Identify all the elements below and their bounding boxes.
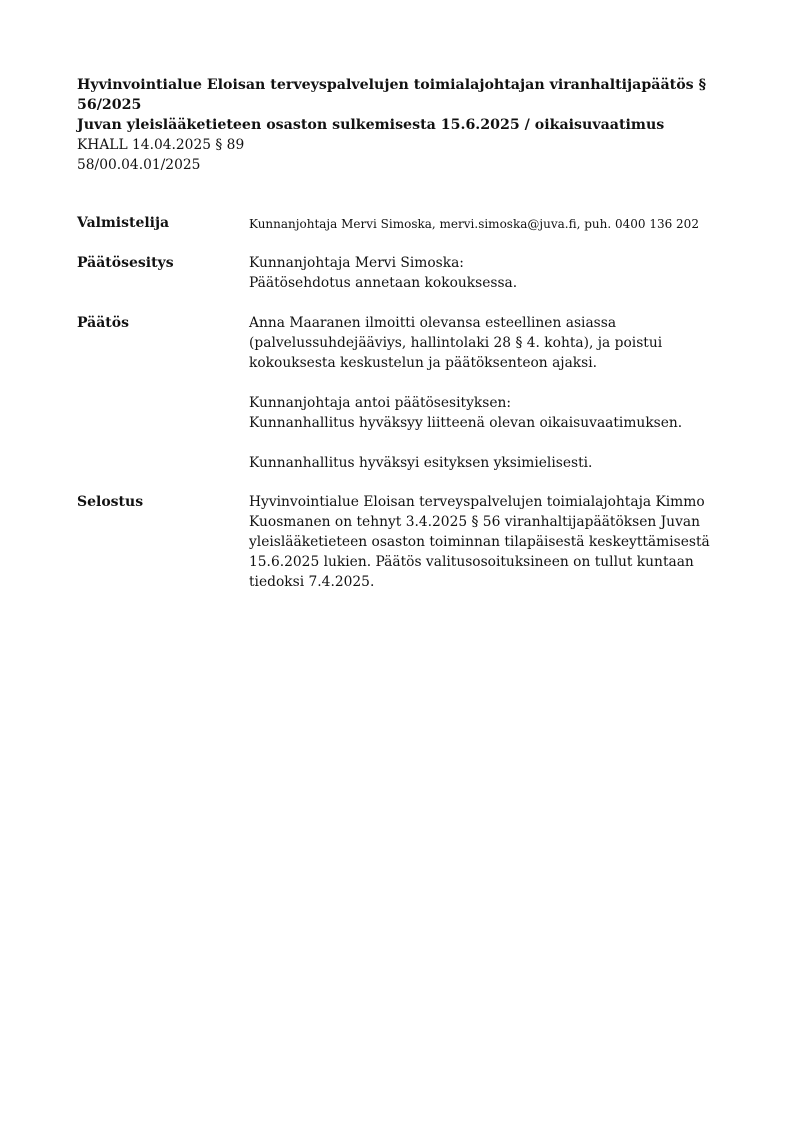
title-line-1: Hyvinvointialue Eloisan terveyspalvelujen toimialajohtajan viranhaltijapäätös § 56/2025 <box>77 77 707 113</box>
selostus-line-4: 15.6.2025 lukien. Päätös valitusosoituksineen on tullut kuntaan <box>249 554 694 570</box>
paragraph-gap <box>249 373 729 393</box>
title-line-2: Juvan yleislääketieteen osaston sulkemisesta 15.6.2025 / oikaisuvaatimus <box>77 117 665 133</box>
selostus-line-2: Kuosmanen on tehnyt 3.4.2025 § 56 viranhaltijapäätöksen Juvan <box>249 514 700 530</box>
paatosesitys-line-1: Kunnanjohtaja Mervi Simoska: <box>249 255 464 271</box>
paatos-p3-line-1: Kunnanhallitus hyväksyi esityksen yksimielisesti. <box>249 455 593 471</box>
label-valmistelija: Valmistelija <box>77 215 170 231</box>
paatos-p2-line-2: Kunnanhallitus hyväksyy liitteenä olevan oikaisuvaatimuksen. <box>249 415 683 431</box>
label-paatos: Päätös <box>77 315 129 331</box>
label-selostus: Selostus <box>77 494 144 510</box>
record-number: 58/00.04.01/2025 <box>77 157 201 173</box>
document-title <box>77 75 757 135</box>
label-paatosesitys: Päätösesitys <box>77 255 174 271</box>
paatosesitys-text <box>249 253 729 293</box>
selostus-line-5: tiedoksi 7.4.2025. <box>249 574 375 590</box>
paatosesitys-line-2: Päätösehdotus annetaan kokouksessa. <box>249 275 518 291</box>
paragraph-gap <box>249 433 729 453</box>
selostus-text <box>249 492 729 592</box>
valmistelija-contact: Kunnanjohtaja Mervi Simoska, mervi.simoska@juva.fi, puh. 0400 136 202 <box>249 217 699 231</box>
paatos-text <box>249 313 729 473</box>
paatos-p1-line-3: kokouksesta keskustelun ja päätöksenteon ajaksi. <box>249 355 598 371</box>
valmistelija-text <box>249 214 729 234</box>
paatos-p1-line-2: (palvelussuhdejääviys, hallintolaki 28 § 4. kohta), ja poistui <box>249 335 663 351</box>
selostus-line-1: Hyvinvointialue Eloisan terveyspalvelujen toimialajohtaja Kimmo <box>249 494 705 510</box>
selostus-line-3: yleislääketieteen osaston toiminnan tilapäisestä keskeyttämisestä <box>249 534 710 550</box>
meeting-reference-date: KHALL 14.04.2025 § 89 <box>77 137 245 153</box>
paatos-p2-line-1: Kunnanjohtaja antoi päätösesityksen: <box>249 395 512 411</box>
paatos-p1-line-1: Anna Maaranen ilmoitti olevansa esteellinen asiassa <box>249 315 617 331</box>
meeting-reference <box>77 135 244 175</box>
